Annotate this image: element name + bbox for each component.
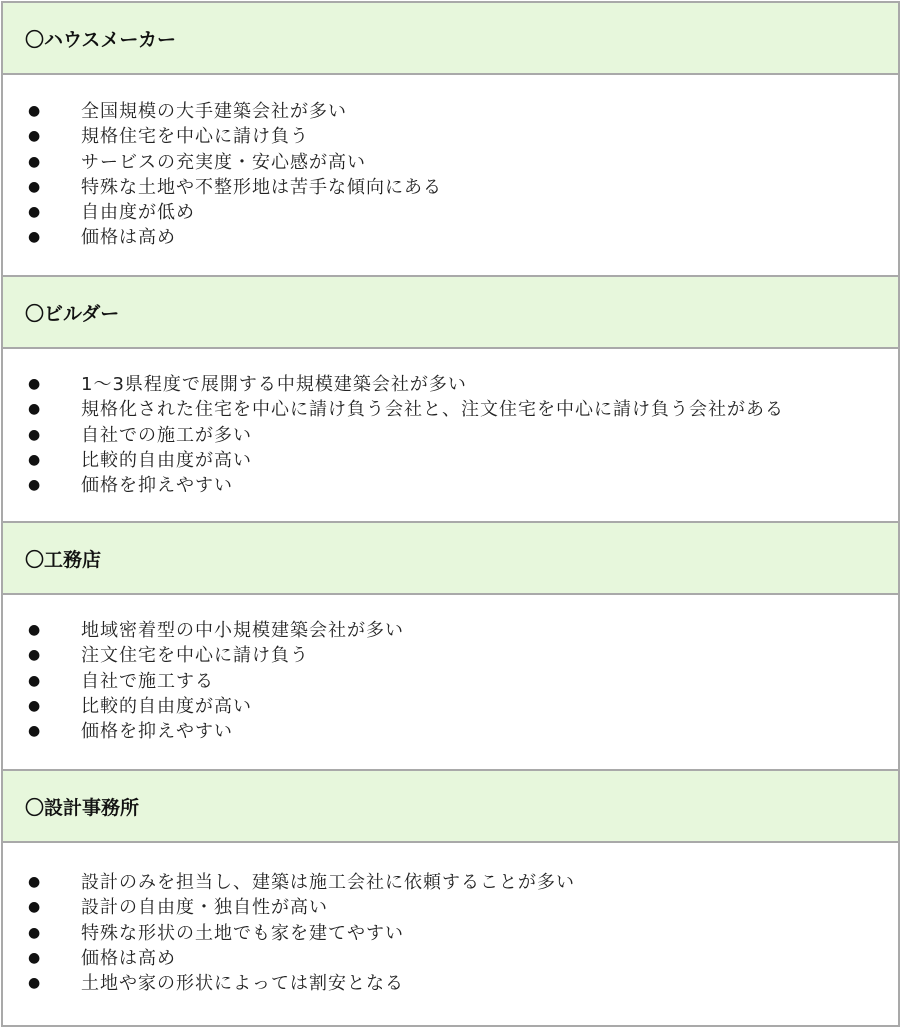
list-item-text: 価格は高め (81, 947, 176, 969)
list-item (3, 946, 898, 971)
list-item-text: 特殊な形状の土地でも家を建てやすい (81, 922, 404, 944)
list-item (3, 448, 898, 473)
list-item-text: 設計の自由度・独自性が高い (81, 897, 328, 919)
list-item-text: 1〜3県程度で展開する中規模建築会社が多い (81, 374, 467, 395)
bullet-list (3, 372, 898, 498)
bullet-icon: ● (28, 376, 42, 392)
list-item (3, 719, 898, 744)
section-heading-text: 〇工務店 (25, 548, 102, 571)
bullet-list (3, 618, 898, 744)
list-item-text: 規格化された住宅を中心に請け負う会社と、注文住宅を中心に請け負う会社がある (81, 399, 784, 421)
bullet-icon: ● (28, 975, 42, 992)
list-item-text: 価格を抑えやすい (81, 721, 233, 743)
list-item (3, 150, 898, 175)
section-body-komuten (3, 595, 898, 769)
list-item-text: 設計のみを担当し、建築は施工会社に依頼することが多い (81, 872, 575, 893)
bullet-icon: ● (28, 477, 42, 494)
bullet-icon: ● (28, 229, 42, 246)
list-item (3, 870, 898, 895)
list-item (3, 372, 898, 397)
bullet-icon: ● (28, 899, 42, 916)
list-item (3, 397, 898, 422)
list-item (3, 895, 898, 920)
bullet-icon: ● (28, 204, 42, 221)
list-item-text: 地域密着型の中小規模建築会社が多い (81, 620, 404, 641)
bullet-icon: ● (28, 103, 42, 119)
bullet-icon: ● (28, 697, 42, 714)
list-item-text: 比較的自由度が高い (81, 449, 252, 471)
list-item (3, 99, 898, 124)
section-heading-text: 〇設計事務所 (25, 796, 140, 819)
section-heading-komuten (3, 521, 898, 595)
list-item (3, 618, 898, 643)
bullet-icon: ● (28, 451, 42, 468)
section-heading-text: 〇ビルダー (25, 302, 120, 325)
list-item (3, 124, 898, 149)
list-item (3, 971, 898, 996)
list-item (3, 225, 898, 250)
bullet-icon: ● (28, 153, 42, 170)
list-item-text: 価格は高め (81, 227, 176, 249)
bullet-icon: ● (28, 401, 42, 418)
list-item-text: 土地や家の形状によっては割安となる (81, 973, 404, 995)
list-item-text: 注文住宅を中心に請け負う (81, 645, 309, 667)
list-item-text: サービスの充実度・安心感が高い (81, 151, 366, 173)
list-item (3, 423, 898, 448)
list-item-text: 自社での施工が多い (81, 424, 252, 446)
bullet-icon: ● (28, 949, 42, 966)
list-item (3, 921, 898, 946)
list-item (3, 473, 898, 498)
bullet-icon: ● (28, 647, 42, 664)
list-item (3, 175, 898, 200)
list-item (3, 694, 898, 719)
bullet-icon: ● (28, 622, 42, 638)
section-heading-house-maker (3, 1, 898, 75)
section-heading-builder (3, 275, 898, 349)
section-heading-design-office (3, 769, 898, 843)
bullet-icon: ● (28, 723, 42, 740)
bullet-icon: ● (28, 178, 42, 195)
list-item (3, 643, 898, 668)
list-item-text: 全国規模の大手建築会社が多い (81, 101, 347, 122)
section-body-builder (3, 349, 898, 521)
list-item-text: 自社で施工する (81, 670, 214, 692)
bullet-icon: ● (28, 924, 42, 941)
list-item-text: 特殊な土地や不整形地は苦手な傾向にある (81, 176, 442, 198)
list-item-text: 自由度が低め (81, 202, 195, 224)
bullet-list (3, 99, 898, 251)
bullet-icon: ● (28, 672, 42, 689)
bullet-icon: ● (28, 426, 42, 443)
bullet-icon: ● (28, 874, 42, 890)
bullet-list (3, 870, 898, 996)
comparison-table (1, 1, 900, 1027)
list-item-text: 規格住宅を中心に請け負う (81, 126, 309, 148)
list-item-text: 比較的自由度が高い (81, 695, 252, 717)
bullet-icon: ● (28, 128, 42, 145)
list-item-text: 価格を抑えやすい (81, 475, 233, 497)
section-body-design-office (3, 843, 898, 1027)
section-heading-text: 〇ハウスメーカー (25, 28, 177, 51)
list-item (3, 200, 898, 225)
list-item (3, 669, 898, 694)
section-body-house-maker (3, 75, 898, 275)
